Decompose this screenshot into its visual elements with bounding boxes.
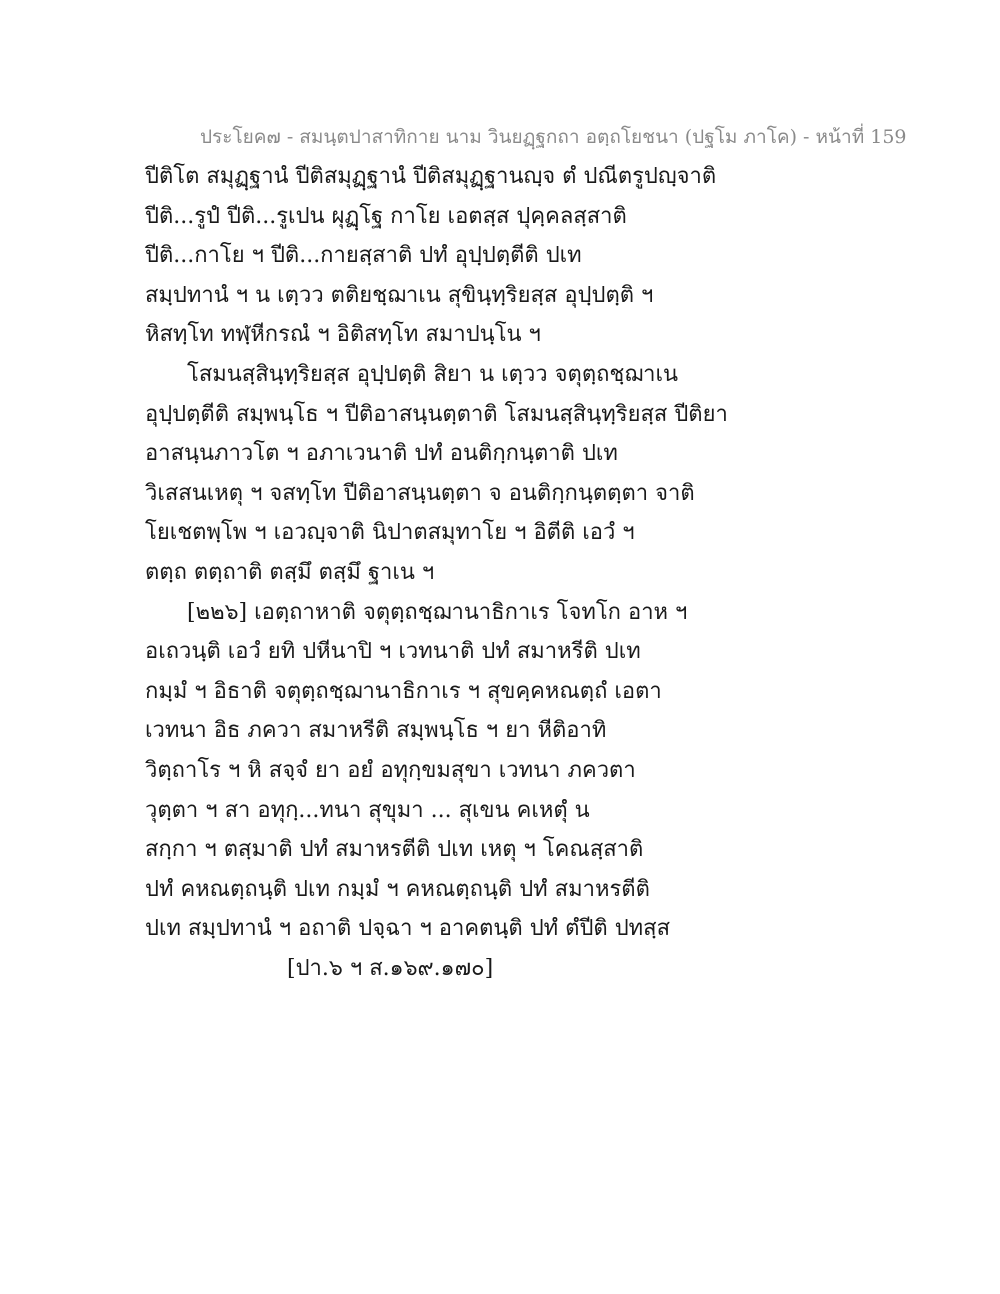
text-line: เวทนา อิธ ภควา สมาหรีติ สมฺพนฺโธ ฯ ยา หีติอาทิ xyxy=(145,718,607,744)
text-line: วิตฺถาโร ฯ หิ สจฺจํ ยา อยํ อทุกฺขมสุขา เวทนา ภควตา xyxy=(145,757,636,783)
text-line: อาสนฺนภาวโต ฯ อภาเวนาติ ปทํ อนติกฺกนฺตาติ ปเท xyxy=(145,441,618,467)
text-line: ปีติ...กาโย ฯ ปีติ...กายสฺสาติ ปทํ อุปฺปตฺตีติ ปเท xyxy=(145,243,582,269)
text-line: ปีติ...รูปํ ปีติ...รูเปน ผุฏฺโฐ กาโย เอตสฺส ปุคฺคลสฺสาติ xyxy=(145,203,627,229)
text-line: ปเท สมฺปทานํ ฯ อถาติ ปจฺฉา ฯ อาคตนฺติ ปทํ ตํปีติ ปทสฺส xyxy=(145,916,671,942)
page-header: ประโยค๗ - สมนฺตปาสาทิกาย นาม วินยฏฺฐกถา อตฺถโยชนา (ปฐโม ภาโค) - หน้าที่ 159 xyxy=(200,126,907,148)
text-line: ปทํ คหณตฺถนฺติ ปเท กมฺมํ ฯ คหณตฺถนฺติ ปทํ สมาหรตีติ xyxy=(145,876,650,902)
text-line: [๒๒๖] เอตฺถาหาติ จตุตฺถชฺฌานาธิกาเร โจทโก อาห ฯ xyxy=(187,599,688,625)
text-line: อุปฺปตฺตีติ สมฺพนฺโธ ฯ ปีติอาสนฺนตฺตาติ โสมนสฺสินฺทฺริยสฺส ปีติยา xyxy=(145,401,728,427)
text-line: ตตฺถ ตตฺถาติ ตสฺมึ ตสฺมึ ฐาเน ฯ xyxy=(145,559,435,585)
page-body xyxy=(145,157,905,988)
text-line: สมฺปทานํ ฯ น เตฺวว ตติยชฺฌาเน สุขินฺทฺริยสฺส อุปฺปตฺติ ฯ xyxy=(145,282,654,308)
text-line: หิสทฺโท ทฬฺหีกรณํ ฯ อิติสทฺโท สมาปนฺโน ฯ xyxy=(145,322,541,348)
text-line: วุตฺตา ฯ สา อทุกฺ...ทนา สุขุมา ... สุเขน คเหตุํ น xyxy=(145,797,590,823)
text-line: โยเชตพฺโพ ฯ เอวญฺจาติ นิปาตสมุทาโย ฯ อิตีติ เอวํ ฯ xyxy=(145,520,635,546)
text-line: วิเสสนเหตุ ฯ จสทฺโท ปีติอาสนฺนตฺตา จ อนติกฺกนฺตตฺตา จาติ xyxy=(145,480,695,506)
text-line: อเถวนฺติ เอวํ ยทิ ปหีนาปิ ฯ เวทนาติ ปทํ สมาหรีติ ปเท xyxy=(145,639,641,665)
page-reference: [ปา.๖ ฯ ส.๑๖๙.๑๗๐] xyxy=(287,955,494,981)
text-line: ปีติโต สมุฏฺฐานํ ปีติสมุฏฺฐานํ ปีติสมุฏฺฐานญฺจ ตํ ปณีตรูปญฺจาติ xyxy=(145,164,717,189)
text-line: กมฺมํ ฯ อิธาติ จตุตฺถชฺฌานาธิกาเร ฯ สุขคฺคหณตฺถํ เอตา xyxy=(145,678,662,704)
text-line: โสมนสฺสินฺทฺริยสฺส อุปฺปตฺติ สิยา น เตฺวว จตุตฺถชฺฌาเน xyxy=(187,361,679,387)
text-line: สกฺกา ฯ ตสฺมาติ ปทํ สมาหรตีติ ปเท เหตุ ฯ โคณสฺสาติ xyxy=(145,837,644,863)
